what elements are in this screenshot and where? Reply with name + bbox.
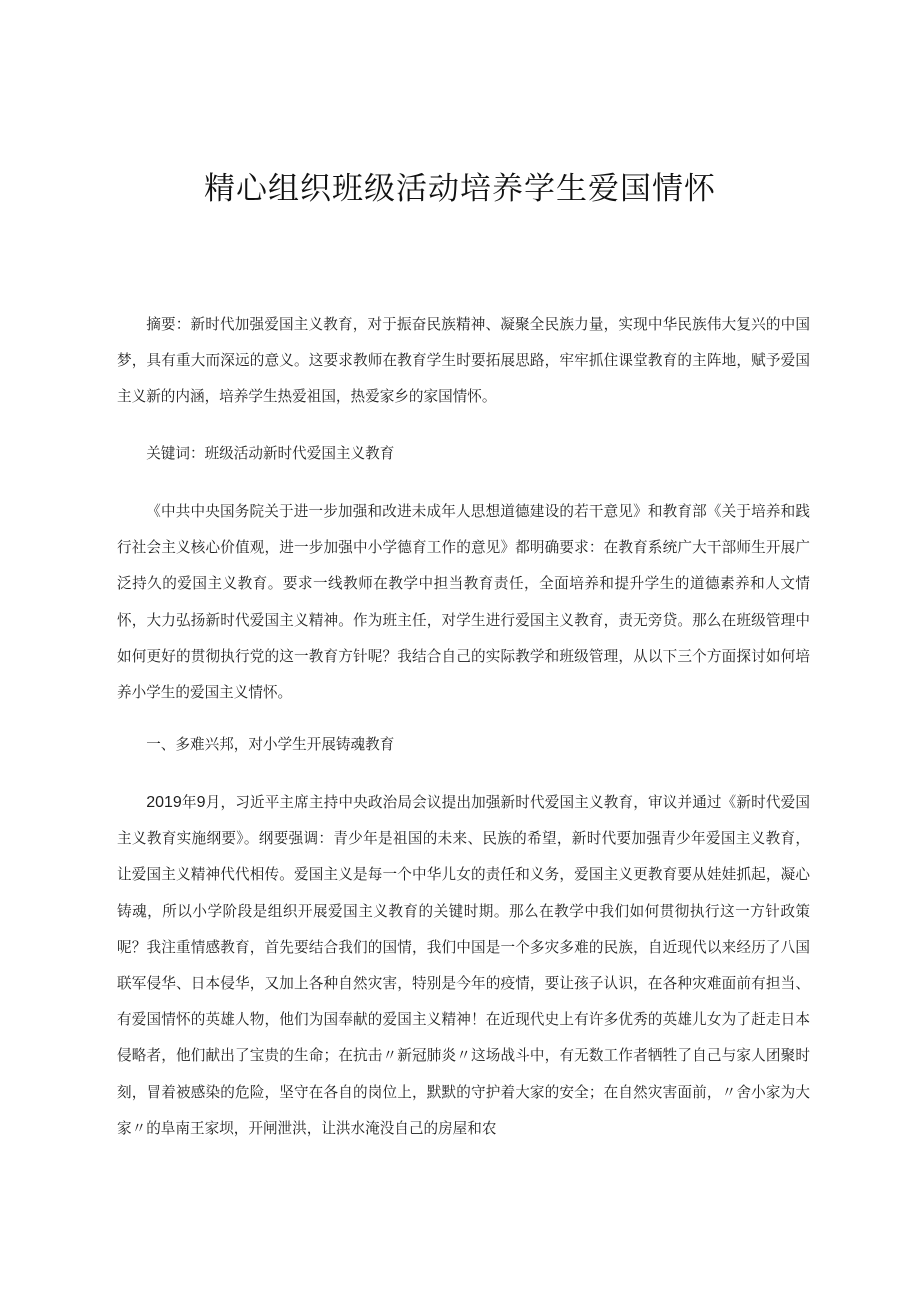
intro-paragraph: 《中共中央国务院关于进一步加强和改进未成年人思想道德建设的若干意见》和教育部《关于培养和践行社会主义核心价值观，进一步加强中小学德育工作的意见》都明确要求：在教育系统广大干部师生开展广泛持久的爱国主义教育。要求一线教师在教学中担当教育责任，全面培养和提升学生的道德素养和人文情怀，大力弘扬新时代爱国主义精神。作为班主任，对学生进行爱国主义教育，责无旁贷。那么在班级管理中如何更好的贯彻执行党的这一教育方针呢？我结合自己的实际教学和班级管理，从以下三个方面探讨如何培养小学生的爱国主义情怀。 [117,503,810,702]
section-1-body-text: 月，习近平主席主持中央政治局会议提出加强新时代爱国主义教育，审议并通过《新时代爱国主义教育实施纲要》。纲要强调：青少年是祖国的未来、民族的希望，新时代要加强青少年爱国主义教育，让爱国主义精神代代相传。爱国主义是每一个中华儿女的责任和义务，爱国主义更教育要从娃娃抓起，凝心铸魂，所以小学阶段是组织开展爱国主义教育的关键时期。那么在教学中我们如何贯彻执行这一方针政策呢？我注重情感教育，首先要结合我们的国情，我们中国是一个多灾多难的民族，自近现代以来经历了八国联军侵华、日本侵华，又加上各种自然灾害，特别是今年的疫情，要让孩子认识，在各种灾难面前有担当、有爱国情怀的英雄人物，他们为国奉献的爱国主义精神！在近现代史上有许多优秀的英雄儿女为了赶走日本侵略者，他们献出了宝贵的生命；在抗击〃新冠肺炎〃这场战斗中，有无数工作者牺牲了自己与家人团聚时刻，冒着被感染的危险，坚守在各自的岗位上，默默的守护着大家的安全；在自然灾害面前，〃舍小家为大家〃的阜南王家坝，开闸泄洪，让洪水淹没自己的房屋和农 [117,794,810,1137]
year-number: 2019 [146,794,182,811]
document-title: 精心组织班级活动培养学生爱国情怀 [204,171,716,207]
month-number: 9 [196,794,206,811]
year-unit: 年 [181,794,197,811]
abstract-paragraph: 摘要：新时代加强爱国主义教育，对于振奋民族精神、凝聚全民族力量，实现中华民族伟大复兴的中国梦，具有重大而深远的意义。这要求教师在教育学生时要拓展思路，牢牢抓住课堂教育的主阵地，赋予爱国主义新的内涵，培养学生热爱祖国，热爱家乡的家国情怀。 [117,316,810,406]
section-heading-1: 一、多难兴邦，对小学生开展铸魂教育 [146,736,395,753]
section-1-body-paragraph [117,785,810,1147]
keywords-line: 关键词：班级活动新时代爱国主义教育 [146,445,395,462]
